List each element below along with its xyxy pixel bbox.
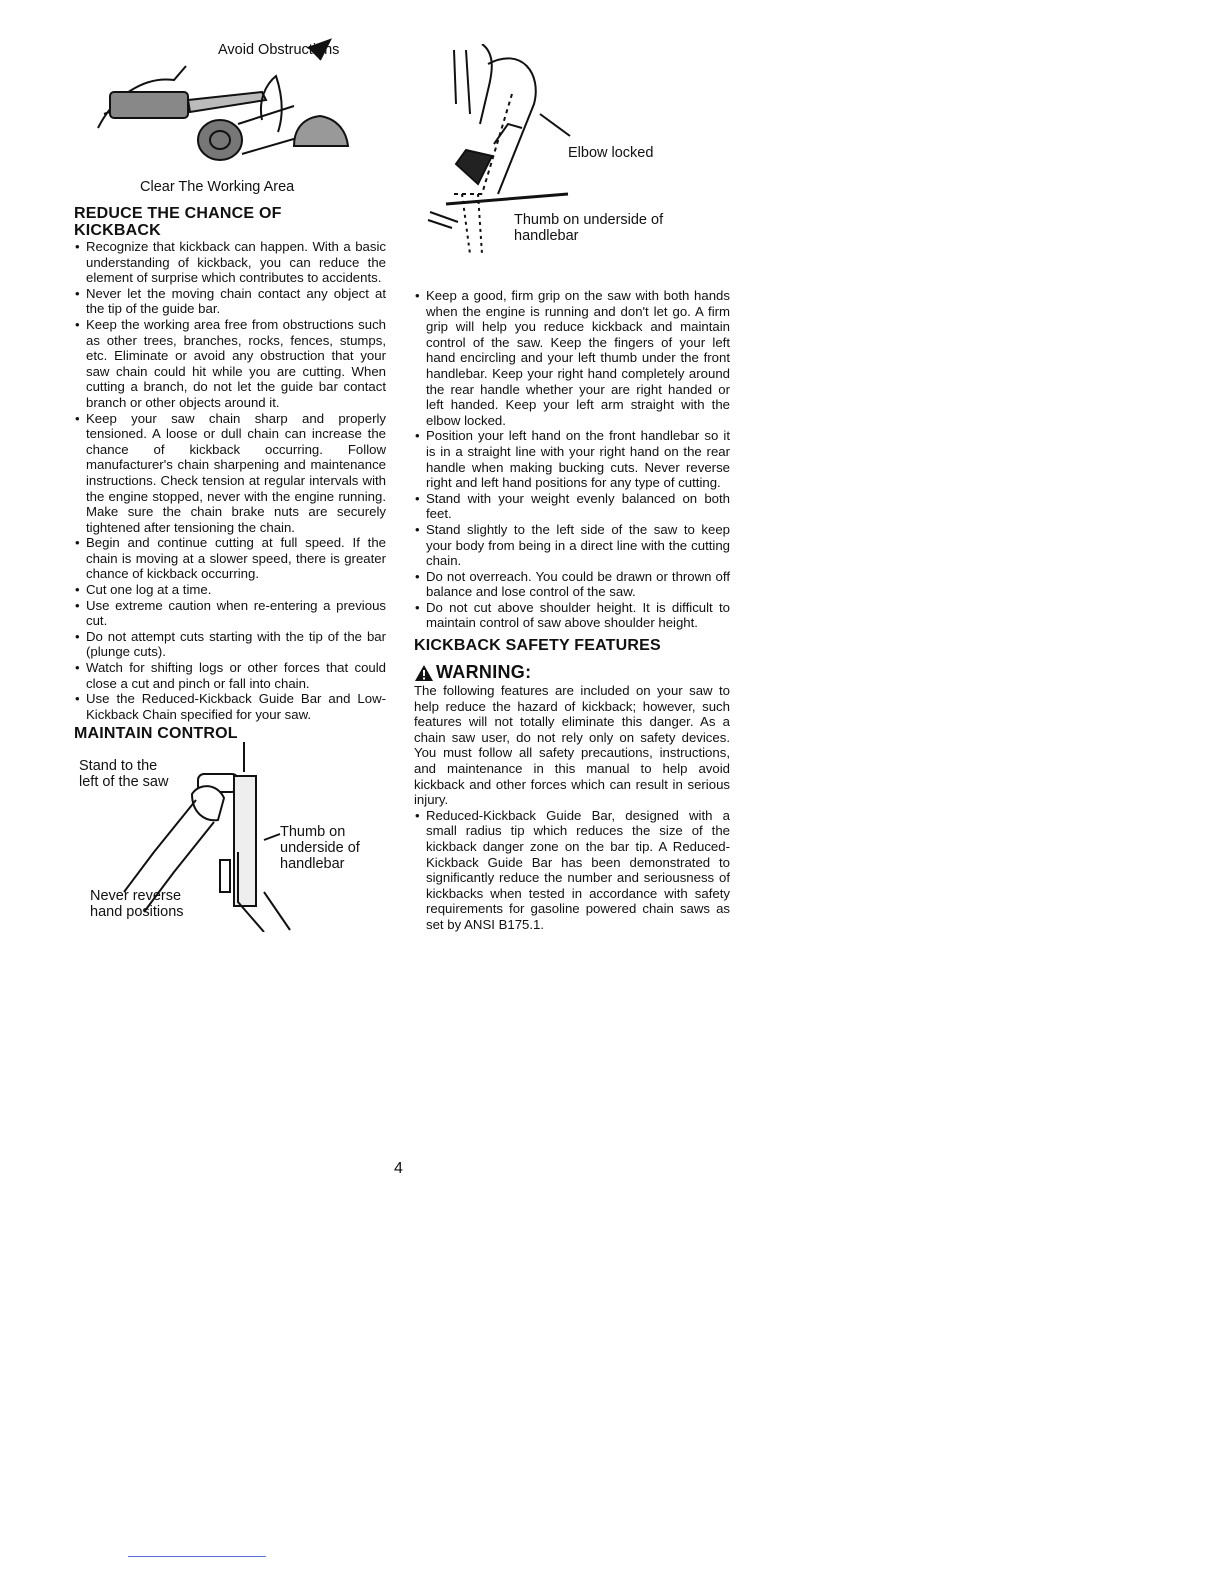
list-item: • Keep a good, firm grip on the saw with both hands when the engine is running and don't let go. A firm grip will help you reduce kickback and maintain control of the saw. Keep the fingers of your left hand encircling and your left thumb under the front handlebar. Keep your right hand completely around the rear handle whether your are right handed or left handed. Keep your left arm straight with the elbow locked. <box>414 288 730 428</box>
thumb-label-line1: Thumb on <box>280 824 346 841</box>
reduce-kickback-list <box>74 239 386 722</box>
list-item: • Keep your saw chain sharp and properly tensioned. A loose or dull chain can increase the chance of kickback occurring. Follow manufacturer's chain sharpening and maintenance instructions. Check tension at regular intervals with the engine stopped, never with the engine running. Make sure the chain brake nuts are securely tightened after tensioning the chain. <box>74 411 386 536</box>
list-item: • Watch for shifting logs or other forces that could close a cut and pinch or fall into chain. <box>74 660 386 691</box>
list-item: • Use the Reduced-Kickback Guide Bar and Low-Kickback Chain specified for your saw. <box>74 691 386 722</box>
list-item: • Begin and continue cutting at full speed. If the chain is moving at a slower speed, there is greater chance of kickback occurring. <box>74 535 386 582</box>
list-item: • Stand slightly to the left side of the saw to keep your body from being in a direct line with the cutting chain. <box>414 522 730 569</box>
figure-elbow-locked <box>414 44 730 288</box>
right-column <box>414 44 730 933</box>
list-item: • Do not attempt cuts starting with the tip of the bar (plunge cuts). <box>74 629 386 660</box>
footer-rule <box>128 1556 266 1557</box>
never-reverse-label-line1: Never reverse <box>90 888 182 905</box>
thumb-label-line2: underside of <box>280 840 360 857</box>
elbow-locked-label: Elbow locked <box>568 145 654 161</box>
stand-left-label-line1: Stand to the <box>79 758 158 775</box>
kickback-safety-features-heading: KICKBACK SAFETY FEATURES <box>414 637 661 655</box>
list-item: • Use extreme caution when re-entering a previous cut. <box>74 598 386 629</box>
thumb-underside-label-line2: handlebar <box>514 228 579 244</box>
maintain-control-heading: MAINTAIN CONTROL <box>74 725 238 743</box>
list-item: • Never let the moving chain contact any object at the tip of the guide bar. <box>74 286 386 317</box>
list-item: • Reduced-Kickback Guide Bar, designed with a small radius tip which reduces the size of the kickback danger zone on the bar tip. A Reduced-Kickback Guide Bar has been demonstrated to significantly reduce the number and seriousness of kickbacks when tested in accordance with safety requirements for gasoline powered chain saws as set by ANSI B175.1. <box>414 808 730 933</box>
figure-clear-working-area <box>74 36 374 202</box>
safety-features-list <box>414 808 730 933</box>
clear-working-area-caption: Clear The Working Area <box>140 179 295 195</box>
list-item: • Do not cut above shoulder height. It is difficult to maintain control of saw above shoulder height. <box>414 600 730 631</box>
thumb-label-line3: handlebar <box>280 856 345 873</box>
avoid-obstructions-label: Avoid Obstructions <box>218 42 340 58</box>
warning-triangle-icon <box>414 664 434 682</box>
warning-block <box>414 662 730 808</box>
figure-maintain-control <box>74 742 374 938</box>
page-number: 4 <box>394 1160 403 1177</box>
list-item: • Position your left hand on the front handlebar so it is in a straight line with your right hand on the rear handle when making bucking cuts. Never reverse right and left hand positions for any type of cutting. <box>414 428 730 490</box>
grip-list <box>414 288 730 631</box>
reduce-kickback-heading: REDUCE THE CHANCE OF KICKBACK <box>74 205 282 239</box>
never-reverse-label-line2: hand positions <box>90 904 184 921</box>
list-item: • Keep the working area free from obstructions such as other trees, branches, rocks, fences, stumps, etc. Eliminate or avoid any obstruction that your saw chain could hit while you are cutting. When cutting a branch, do not let the guide bar contact branch or other objects around it. <box>74 317 386 411</box>
list-item: • Recognize that kickback can happen. With a basic understanding of kickback, you can reduce the element of surprise which contributes to accidents. <box>74 239 386 286</box>
list-item: • Do not overreach. You could be drawn or thrown off balance and lose control of the saw. <box>414 569 730 600</box>
left-column <box>74 36 386 938</box>
stand-left-label-line2: left of the saw <box>79 774 169 791</box>
list-item: • Stand with your weight evenly balanced on both feet. <box>414 491 730 522</box>
warning-text: The following features are included on your saw to help reduce the hazard of kickback; however, such features will not totally eliminate this danger. As a chain saw user, do not rely only on safety devices. You must follow all safety precautions, instructions, and maintenance in this manual to help avoid kickback and other forces which can result in serious injury. <box>414 683 730 808</box>
warning-label: WARNING: <box>436 662 532 683</box>
list-item: • Cut one log at a time. <box>74 582 386 598</box>
thumb-underside-label-line1: Thumb on underside of <box>514 212 664 228</box>
